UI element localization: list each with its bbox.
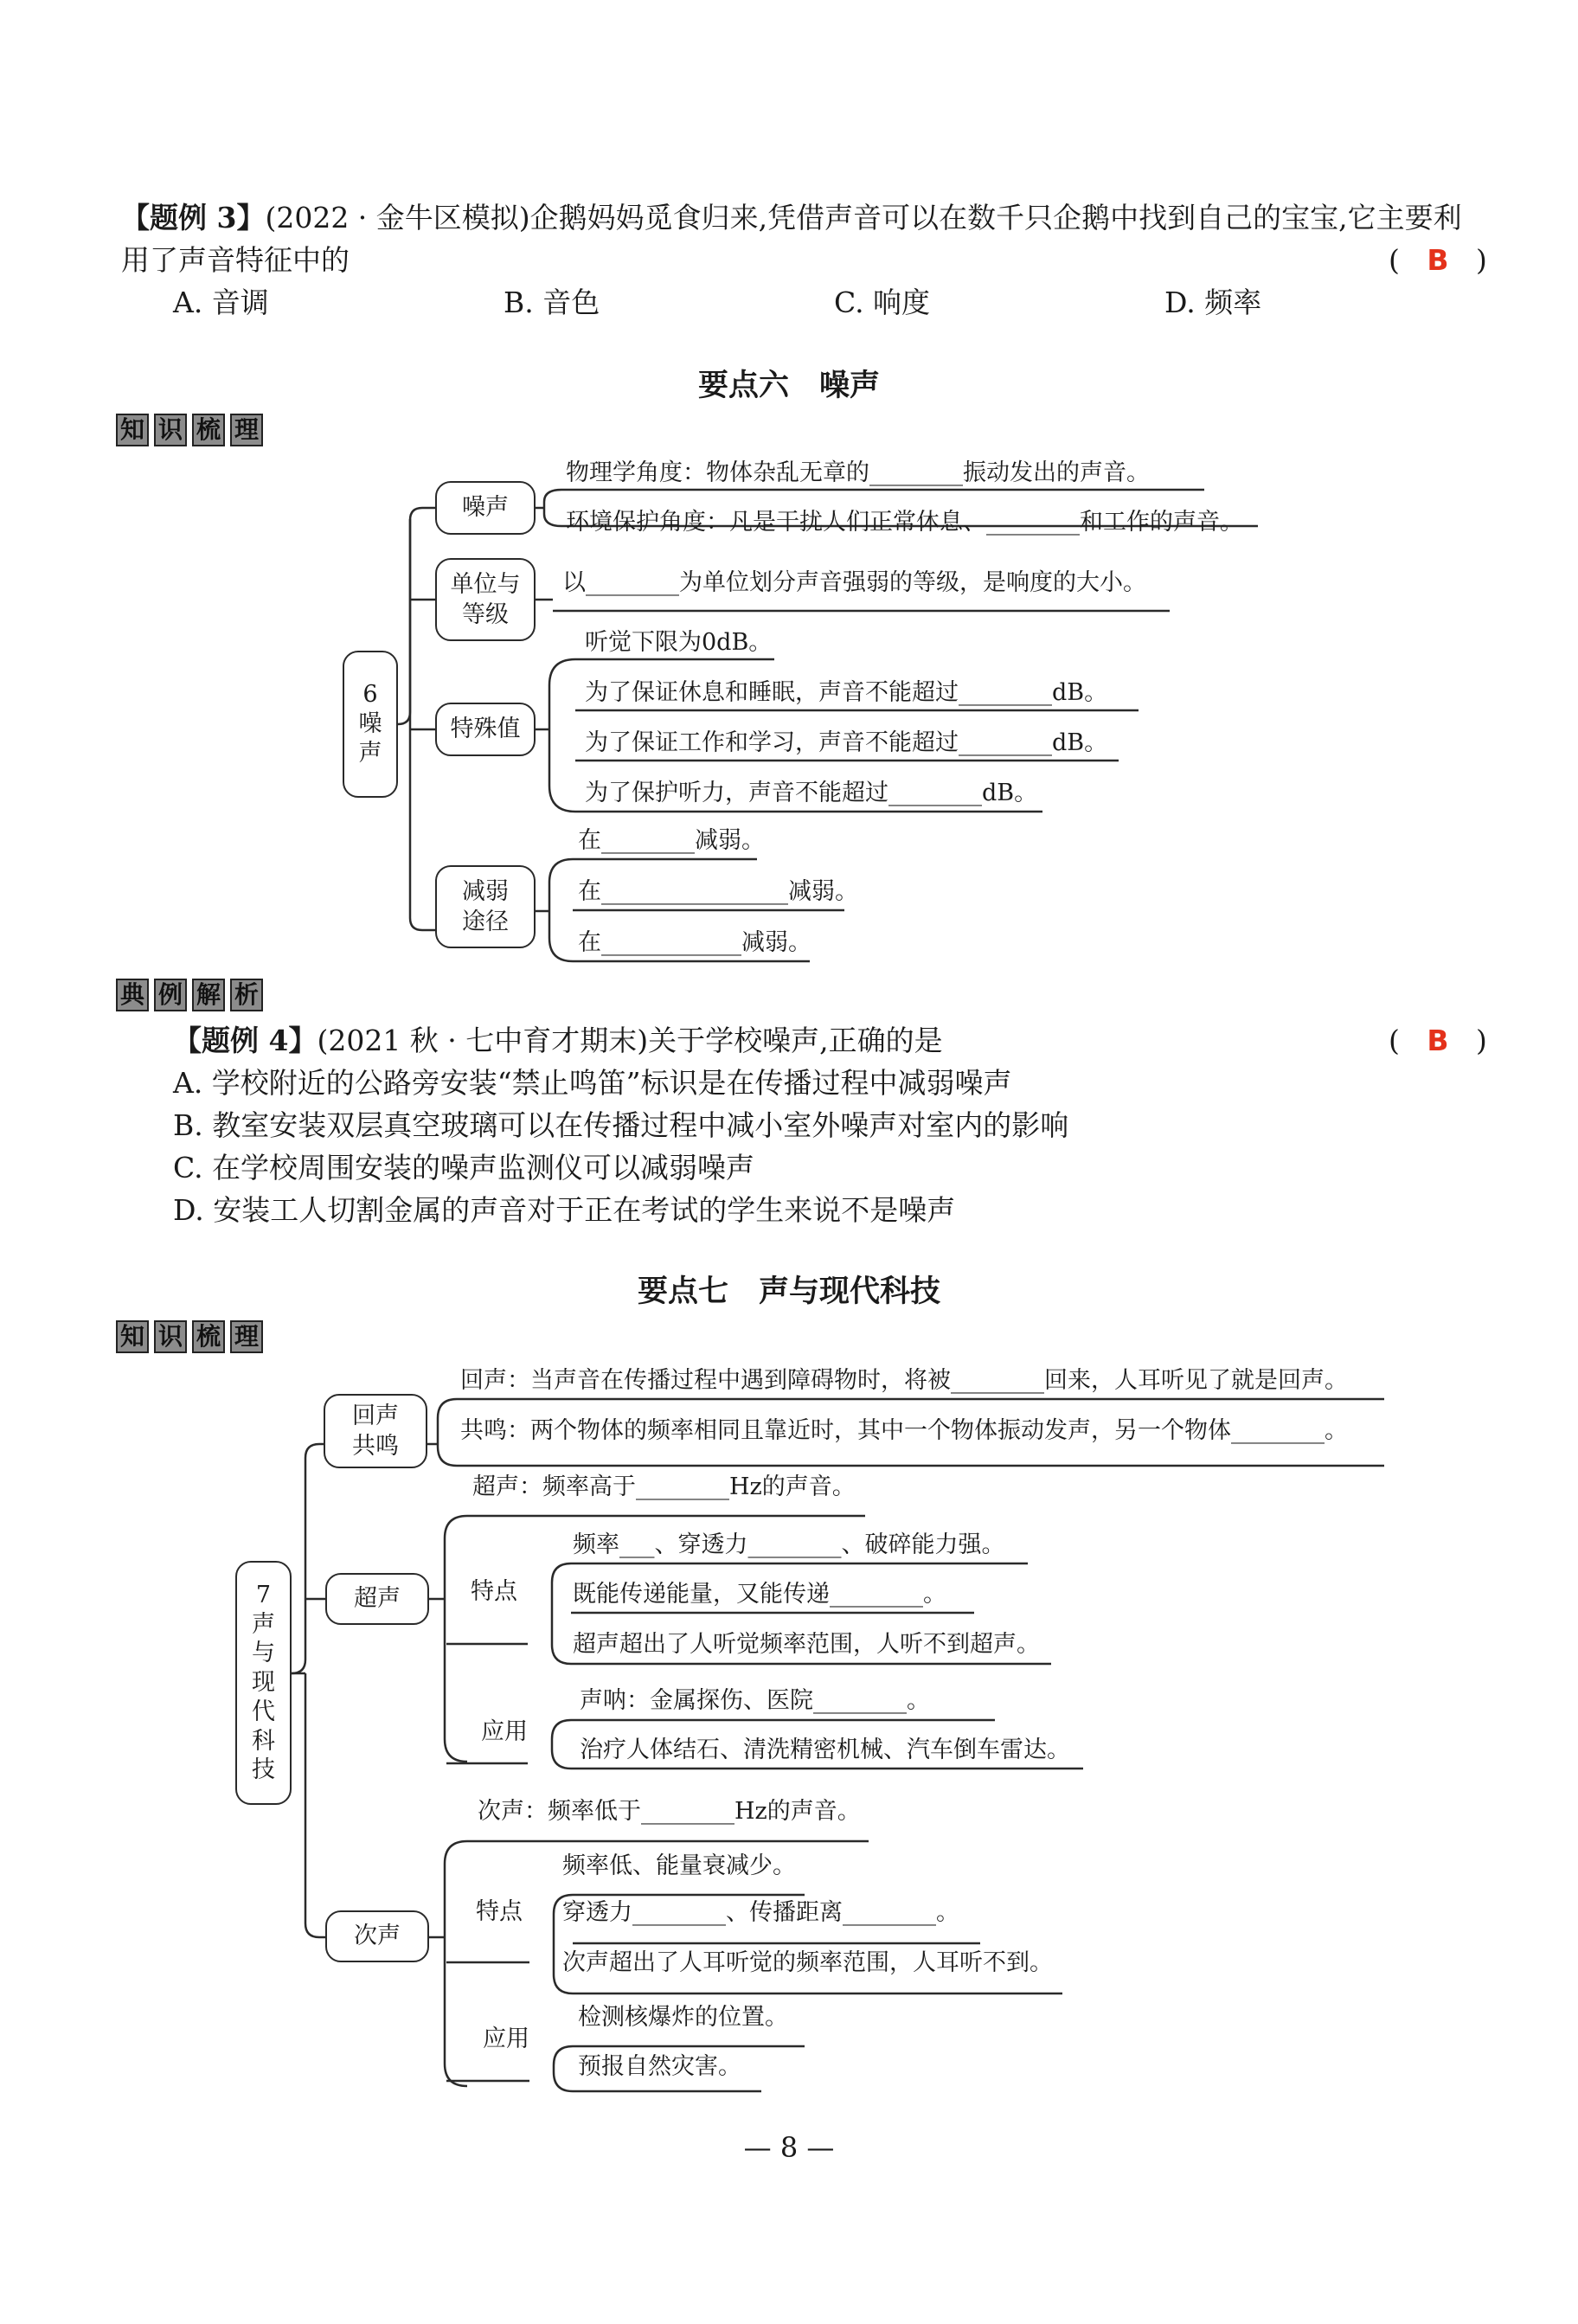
infrasound-feature: 次声超出了人耳听觉的频率范围，人耳听不到。 <box>562 1949 1053 1976</box>
branch-echo-resonance: 回声 共鸣 <box>324 1394 427 1468</box>
special-item: 听觉下限为0dB。 <box>585 629 773 656</box>
example-analysis-badge: 典 例 解 析 <box>116 979 263 1011</box>
section7-knowledge-badge: 知 识 梳 理 <box>116 1320 263 1353</box>
reduce-item: 在________________减弱。 <box>578 878 858 905</box>
section7-root-node: 7 声 与 现 代 科 技 <box>235 1561 292 1805</box>
ultrasound-feature: 频率___、穿透力________、破碎能力强。 <box>573 1531 1005 1558</box>
ultrasound-features-label: 特点 <box>471 1578 517 1605</box>
reduce-item: 在____________减弱。 <box>578 929 811 956</box>
example4-option-c: C. 在学校周围安装的噪声监测仪可以减弱噪声 <box>173 1151 755 1184</box>
branch-unit-level: 单位与 等级 <box>435 558 536 641</box>
branch-ultrasound: 超声 <box>325 1573 429 1625</box>
special-item: 为了保护听力，声音不能超过________dB。 <box>585 780 1038 806</box>
example3-tag: 【题例 3】 <box>121 201 266 234</box>
branch-special-values: 特殊值 <box>435 703 536 756</box>
noise-physics-def: 物理学角度：物体杂乱无章的________振动发出的声音。 <box>566 459 1150 486</box>
branch-noise: 噪声 <box>435 481 536 535</box>
ultrasound-app: 治疗人体结石、清洗精密机械、汽车倒车雷达。 <box>580 1737 1070 1763</box>
section6-title: 要点六 噪声 <box>697 369 880 403</box>
branch-reduce-ways: 减弱 途径 <box>435 865 536 948</box>
resonance-def: 共鸣：两个物体的频率相同且靠近时，其中一个物体振动发声，另一个物体________。 <box>460 1417 1348 1444</box>
ultrasound-def: 超声：频率高于________Hz的声音。 <box>472 1473 856 1500</box>
example3-answer: B <box>1427 243 1449 277</box>
example4-option-a: A. 学校附近的公路旁安装“禁止鸣笛”标识是在传播过程中减弱噪声 <box>173 1066 1012 1100</box>
infrasound-feature: 穿透力________、传播距离________。 <box>562 1899 959 1926</box>
example4-answer: B <box>1427 1024 1449 1057</box>
example4-answer-paren: ( B ) <box>1389 1024 1487 1057</box>
example3-option-a: A. 音调 <box>173 286 269 319</box>
special-item: 为了保证工作和学习，声音不能超过________dB。 <box>585 729 1108 756</box>
noise-env-def: 环境保护角度：凡是干扰人们正常休息、________和工作的声音。 <box>566 509 1243 536</box>
special-item: 为了保证休息和睡眠，声音不能超过________dB。 <box>585 679 1108 706</box>
infrasound-def: 次声：频率低于________Hz的声音。 <box>478 1798 861 1825</box>
section6-root-node: 6 噪 声 <box>343 651 398 798</box>
section6-knowledge-badge: 知 识 梳 理 <box>116 414 263 446</box>
example3-stem-line2: 用了声音特征中的 <box>121 243 350 277</box>
example3-option-c: C. 响度 <box>834 286 931 319</box>
example4-option-d: D. 安装工人切割金属的声音对于正在考试的学生来说不是噪声 <box>173 1193 956 1227</box>
example4-option-b: B. 教室安装双层真空玻璃可以在传播过程中减小室外噪声对室内的影响 <box>173 1108 1069 1142</box>
ultrasound-feature: 超声超出了人听觉频率范围，人听不到超声。 <box>573 1631 1040 1658</box>
example3-option-d: D. 频率 <box>1164 286 1262 319</box>
ultrasound-feature: 既能传递能量，又能传递________。 <box>573 1581 946 1608</box>
example3-stem-line1: 【题例 3】(2022 · 金牛区模拟)企鹅妈妈觅食归来,凭借声音可以在数千只企鹅中找到自己的宝宝,它主要利 <box>121 201 1462 234</box>
example3-option-b: B. 音色 <box>504 286 600 319</box>
infrasound-apps-label: 应用 <box>483 2025 529 2052</box>
ultrasound-apps-label: 应用 <box>481 1718 528 1745</box>
section7-title: 要点七 声与现代科技 <box>637 1274 940 1309</box>
reduce-item: 在________减弱。 <box>578 827 765 854</box>
infrasound-feature: 频率低、能量衰减少。 <box>562 1852 796 1879</box>
example3-answer-paren: ( B ) <box>1389 243 1487 277</box>
page-number: — 8 — <box>743 2131 835 2164</box>
ultrasound-app: 声呐：金属探伤、医院________。 <box>580 1687 930 1714</box>
example4-stem: 【题例 4】(2021 秋 · 七中育才期末)关于学校噪声,正确的是 <box>173 1024 943 1057</box>
example4-tag: 【题例 4】 <box>173 1024 318 1057</box>
echo-def: 回声：当声音在传播过程中遇到障碍物时，将被________回来，人耳听见了就是回声。 <box>460 1367 1348 1394</box>
infrasound-app: 预报自然灾害。 <box>578 2053 741 2080</box>
infrasound-app: 检测核爆炸的位置。 <box>578 2004 788 2031</box>
infrasound-features-label: 特点 <box>476 1898 523 1925</box>
unit-text: 以________为单位划分声音强弱的等级，是响度的大小。 <box>562 569 1146 596</box>
branch-infrasound: 次声 <box>325 1910 429 1962</box>
